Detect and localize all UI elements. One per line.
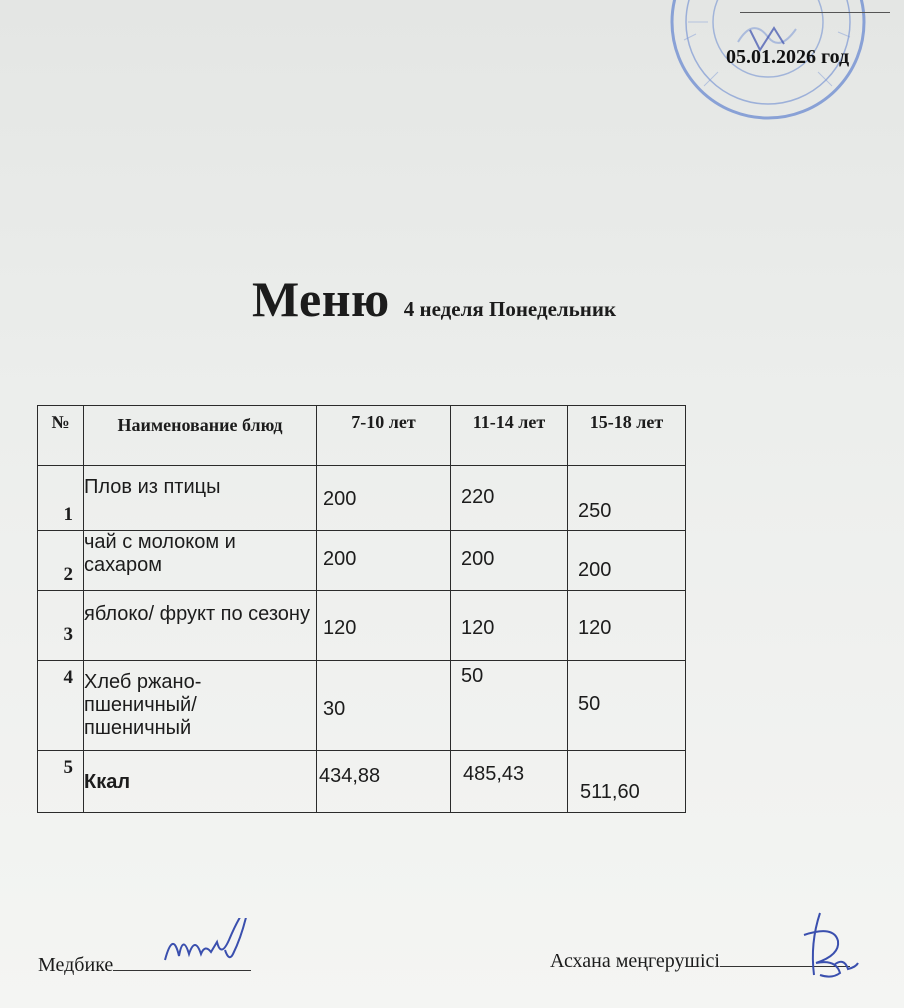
dish-name: Хлеб ржано-пшеничный/ пшеничный	[84, 661, 317, 751]
header-age-11-14: 11-14 лет	[451, 406, 568, 466]
row-number: 4	[38, 661, 84, 751]
medic-label: Медбике	[38, 954, 114, 976]
portion-15-18: 250	[568, 466, 686, 531]
table-row	[38, 661, 686, 751]
medic-signature	[160, 918, 270, 978]
header-dish-name: Наименование блюд	[84, 406, 317, 466]
row-number: 2	[38, 531, 84, 591]
kcal-7-10: 434,88	[317, 751, 451, 813]
portion-15-18: 50	[568, 661, 686, 751]
portion-15-18: 120	[568, 591, 686, 661]
page-title	[252, 270, 616, 328]
table-row	[38, 531, 686, 591]
portion-11-14: 50	[451, 661, 568, 751]
portion-15-18: 200	[568, 531, 686, 591]
portion-7-10: 200	[317, 531, 451, 591]
date-underline	[740, 12, 890, 13]
portion-7-10: 30	[317, 661, 451, 751]
table-row	[38, 591, 686, 661]
portion-11-14: 220	[451, 466, 568, 531]
portion-11-14: 200	[451, 531, 568, 591]
portion-7-10: 200	[317, 466, 451, 531]
kcal-15-18: 511,60	[568, 751, 686, 813]
dish-name: чай с молоком и сахаром	[84, 531, 317, 591]
canteen-head-signature	[790, 905, 870, 985]
portion-11-14: 120	[451, 591, 568, 661]
menu-subtitle: 4 неделя Понедельник	[403, 297, 617, 321]
dish-name: Ккал	[84, 751, 317, 813]
table-header-row	[38, 406, 686, 466]
row-number: 3	[38, 591, 84, 661]
portion-7-10: 120	[317, 591, 451, 661]
table-row	[38, 466, 686, 531]
canteen-head-label: Асхана меңгерушісі	[550, 950, 720, 972]
dish-name: Плов из птицы	[84, 466, 317, 531]
row-number: 5	[38, 751, 84, 813]
table-row	[38, 751, 686, 813]
menu-table	[37, 405, 686, 813]
menu-title: Меню	[252, 271, 390, 327]
kcal-11-14: 485,43	[451, 751, 568, 813]
header-age-7-10: 7-10 лет	[317, 406, 451, 466]
document-date: 05.01.2026 год	[726, 46, 850, 68]
dish-name: яблоко/ фрукт по сезону	[84, 591, 317, 661]
header-age-15-18: 15-18 лет	[568, 406, 686, 466]
row-number: 1	[38, 466, 84, 531]
header-number: №	[38, 406, 84, 466]
